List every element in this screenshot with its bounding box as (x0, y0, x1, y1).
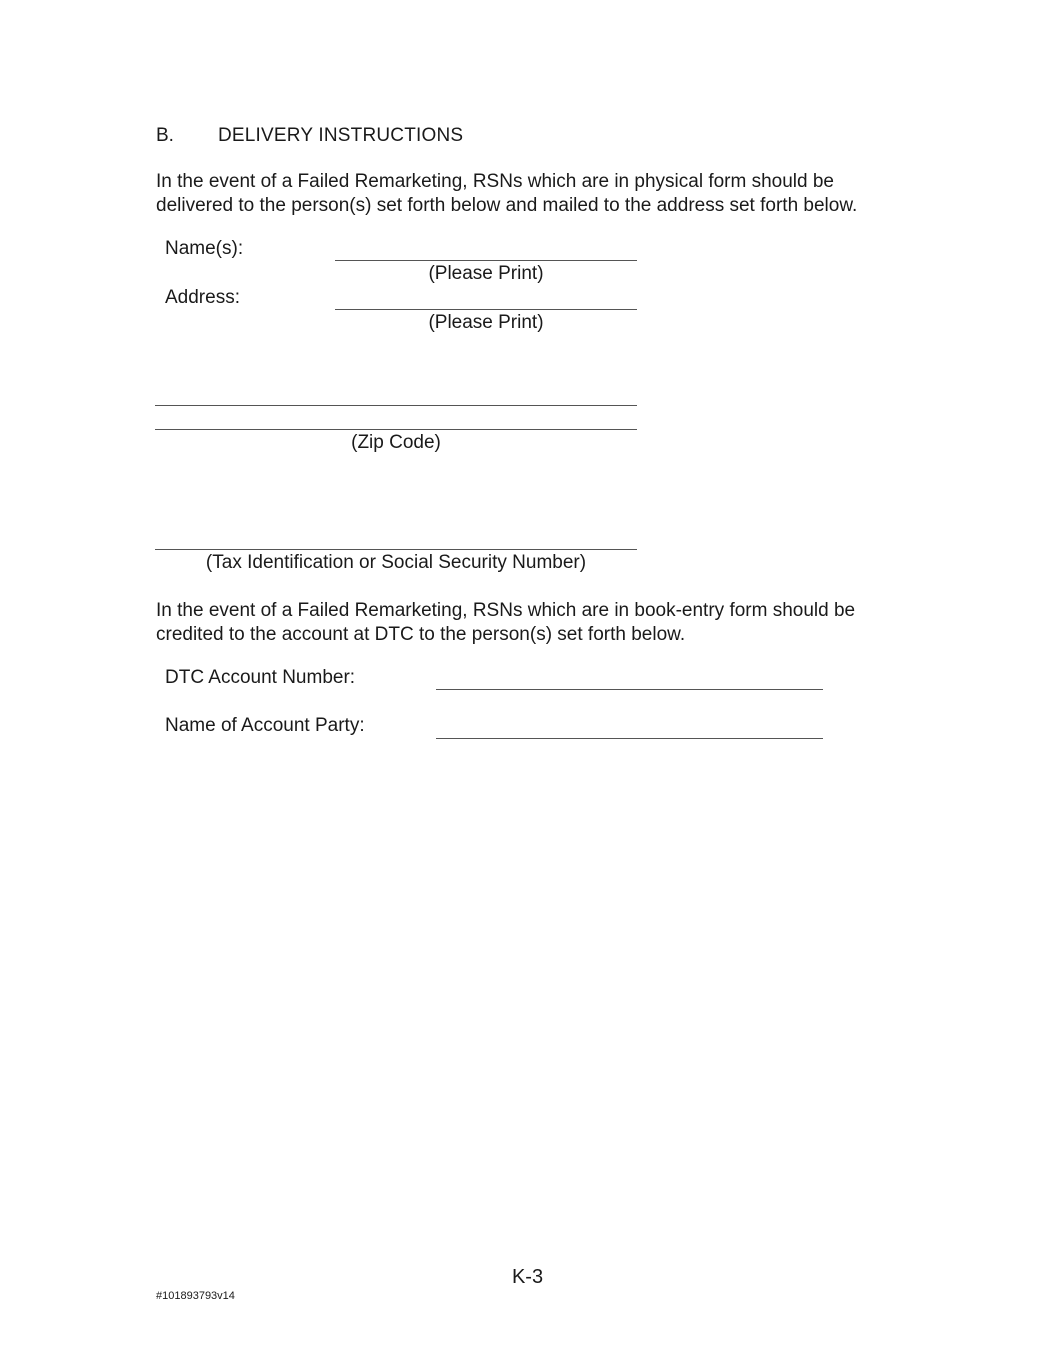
section-title: DELIVERY INSTRUCTIONS (218, 125, 464, 146)
physical-form-paragraph: In the event of a Failed Remarketing, RSNs which are in physical form should be delivered to the person(s) set forth below and mailed to the address set forth below. (156, 171, 858, 216)
account-party-line[interactable] (436, 738, 823, 739)
zip-code-line[interactable] (155, 429, 637, 430)
dtc-account-number-line[interactable] (436, 689, 823, 690)
document-id: #101893793v14 (156, 1290, 235, 1302)
names-label: Name(s): (165, 238, 244, 259)
tax-id-hint: (Tax Identification or Social Security Number) (205, 552, 587, 573)
address-input-line[interactable] (335, 309, 637, 310)
names-please-print-hint: (Please Print) (428, 263, 544, 284)
address-line-2[interactable] (155, 405, 637, 406)
dtc-account-number-label: DTC Account Number: (165, 667, 356, 688)
tax-id-line[interactable] (155, 549, 637, 550)
zip-code-hint: (Zip Code) (351, 432, 441, 453)
names-input-line[interactable] (335, 260, 637, 261)
account-party-label: Name of Account Party: (165, 715, 365, 736)
address-please-print-hint: (Please Print) (428, 312, 544, 333)
section-letter: B. (156, 125, 174, 146)
book-entry-paragraph: In the event of a Failed Remarketing, RSNs which are in book-entry form should be credited to the account at DTC to the person(s) set forth below. (156, 600, 856, 645)
page-number: K-3 (511, 1266, 544, 1288)
address-label: Address: (165, 287, 240, 308)
